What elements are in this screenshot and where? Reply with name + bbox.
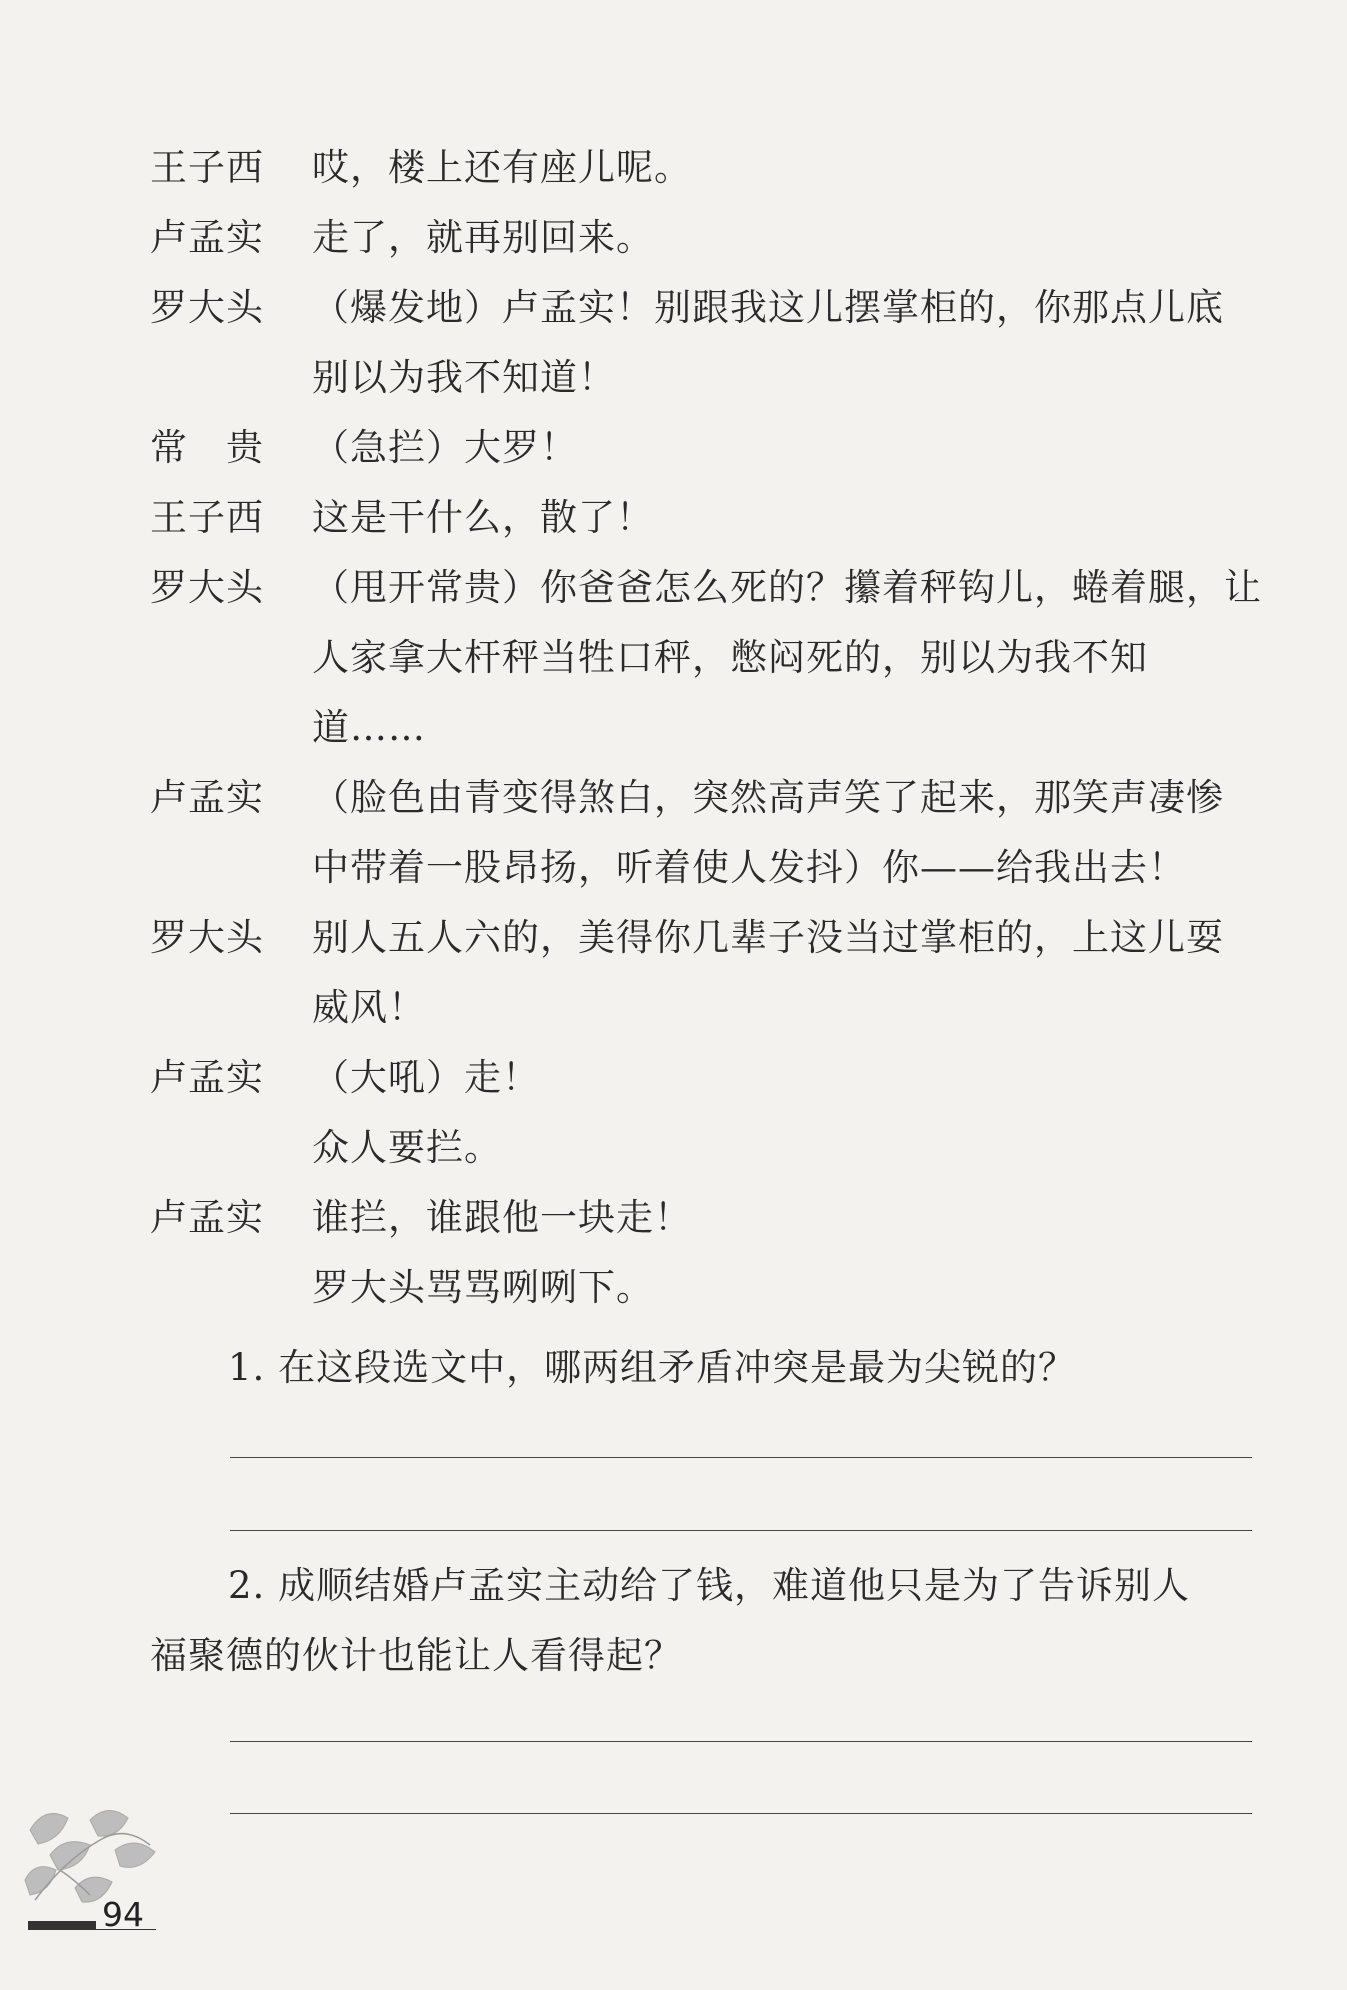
answer-line[interactable] <box>230 1741 1252 1742</box>
dialogue-text: 人家拿大杆秤当牲口秤，憋闷死的，别以为我不知 <box>312 636 1148 679</box>
dialogue-text: 别人五人六的，美得你几辈子没当过掌柜的，上这儿耍 <box>312 916 1224 959</box>
dialogue-text: 道…… <box>312 706 426 749</box>
speaker-name: 卢孟实 <box>150 1196 264 1239</box>
answer-line[interactable] <box>230 1813 1252 1814</box>
dialogue-text: 谁拦，谁跟他一块走！ <box>312 1196 692 1239</box>
dialogue-text: （爆发地）卢孟实！别跟我这儿摆掌柜的，你那点儿底 <box>312 286 1224 329</box>
dialogue-text: （大吼）走！ <box>312 1056 540 1099</box>
dialogue-text: 中带着一股昂扬，听着使人发抖）你——给我出去！ <box>312 846 1186 889</box>
speaker-name: 卢孟实 <box>150 776 264 819</box>
answer-line[interactable] <box>230 1530 1252 1531</box>
speaker-name: 罗大头 <box>150 916 264 959</box>
dialogue-text: （急拦）大罗！ <box>312 426 578 469</box>
speaker-name: 卢孟实 <box>150 1056 264 1099</box>
dialogue-text: 走了，就再别回来。 <box>312 216 654 259</box>
speaker-name: 罗大头 <box>150 286 264 329</box>
speaker-name: 王子西 <box>150 496 264 539</box>
leaf-ornament-icon <box>20 1800 170 1910</box>
speaker-name: 卢孟实 <box>150 216 264 259</box>
page-number: 94 <box>102 1895 144 1934</box>
dialogue-text: 威风！ <box>312 986 426 1029</box>
dialogue-text: （甩开常贵）你爸爸怎么死的？攥着秤钩儿，蜷着腿，让 <box>312 566 1262 609</box>
question-text: 福聚德的伙计也能让人看得起？ <box>150 1634 682 1677</box>
dialogue-text: 这是干什么，散了！ <box>312 496 654 539</box>
dialogue-text: 哎，楼上还有座儿呢。 <box>312 146 692 189</box>
speaker-name: 罗大头 <box>150 566 264 609</box>
stage-direction-text: 众人要拦。 <box>312 1126 502 1169</box>
answer-line[interactable] <box>230 1457 1252 1458</box>
speaker-name: 王子西 <box>150 146 264 189</box>
dialogue-text: （脸色由青变得煞白，突然高声笑了起来，那笑声凄惨 <box>312 776 1224 819</box>
dialogue-text: 别以为我不知道！ <box>312 356 616 399</box>
question-text: 1. 在这段选文中，哪两组矛盾冲突是最为尖锐的？ <box>228 1346 1077 1389</box>
question-text: 2. 成顺结婚卢孟实主动给了钱，难道他只是为了告诉别人 <box>228 1564 1191 1607</box>
speaker-name: 常 贵 <box>150 426 264 469</box>
stage-direction-text: 罗大头骂骂咧咧下。 <box>312 1266 654 1309</box>
